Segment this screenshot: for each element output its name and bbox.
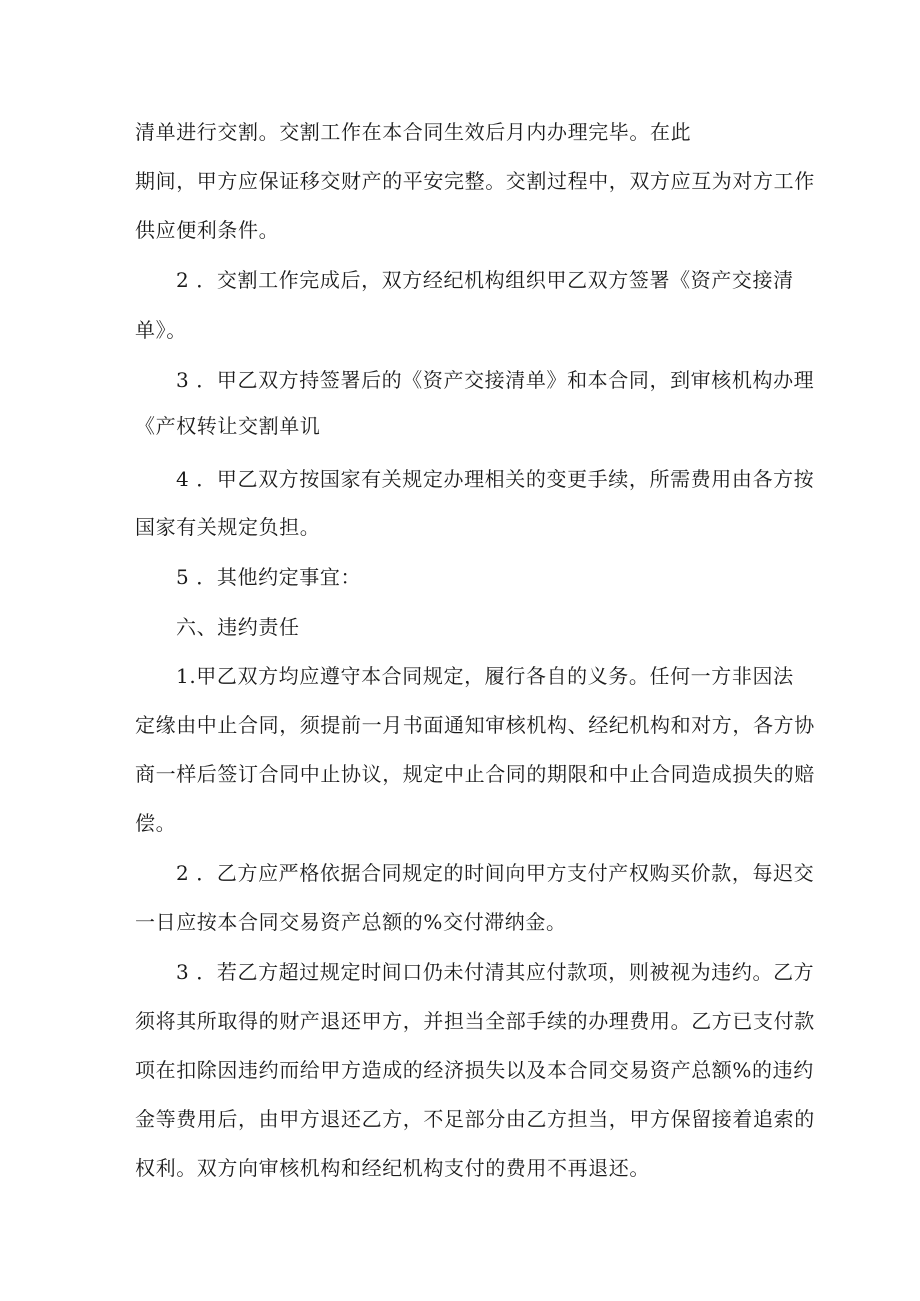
text-line: 2 ．乙方应严格依据合同规定的时间向甲方支付产权购买价款，每迟交 <box>176 861 815 885</box>
text-line: 2 ．交割工作完成后，双方经纪机构组织甲乙双方签署《资产交接清 <box>176 268 794 292</box>
text-line: 商一样后签订合同中止协议，规定中止合同的期限和中止合同造成损失的赔 <box>135 762 815 786</box>
text-line: 国家有关规定负担。 <box>135 515 321 539</box>
text-line: 4 ．甲乙双方按国家有关规定办理相关的变更手续，所需费用由各方按 <box>176 467 815 491</box>
text-line: 1.甲乙双方均应遵守本合同规定，履行各自的义务。任何一方非因法 <box>176 664 794 688</box>
text-line: 须将其所取得的财产退还甲方，并担当全部手续的办理费用。乙方已支付款 <box>135 1009 815 1033</box>
text-line: 《产权转让交割单讥 <box>135 414 321 438</box>
text-line: 3 ．甲乙双方持签署后的《资产交接清单》和本合同，到审核机构办理 <box>176 368 815 392</box>
text-line: 清单进行交割。交割工作在本合同生效后月内办理完毕。在此 <box>135 120 692 144</box>
text-line: 期间，甲方应保证移交财产的平安完整。交割过程中，双方应互为对方工作 <box>135 169 815 193</box>
section-heading: 六、违约责任 <box>176 615 300 639</box>
text-line: 单》。 <box>135 318 187 342</box>
text-line: 项在扣除因违约而给甲方造成的经济损失以及本合同交易资产总额%的违约 <box>135 1058 814 1082</box>
text-line: 供应便利条件。 <box>135 218 280 242</box>
text-line: 金等费用后，由甲方退还乙方，不足部分由乙方担当，甲方保留接着追索的 <box>135 1107 815 1131</box>
text-line: 一日应按本合同交易资产总额的%交付滞纳金。 <box>135 910 567 934</box>
text-line: 3 ．若乙方超过规定时间口仍未付清其应付款项，则被视为违约。乙方 <box>176 960 815 984</box>
text-line: 定缘由中止合同，须提前一月书面通知审核机构、经纪机构和对方，各方协 <box>135 713 815 737</box>
text-line: 5 ．其他约定事宜： <box>176 565 362 589</box>
text-line: 偿。 <box>135 811 177 835</box>
text-line: 权利。双方向审核机构和经纪机构支付的费用不再退还。 <box>135 1156 650 1180</box>
